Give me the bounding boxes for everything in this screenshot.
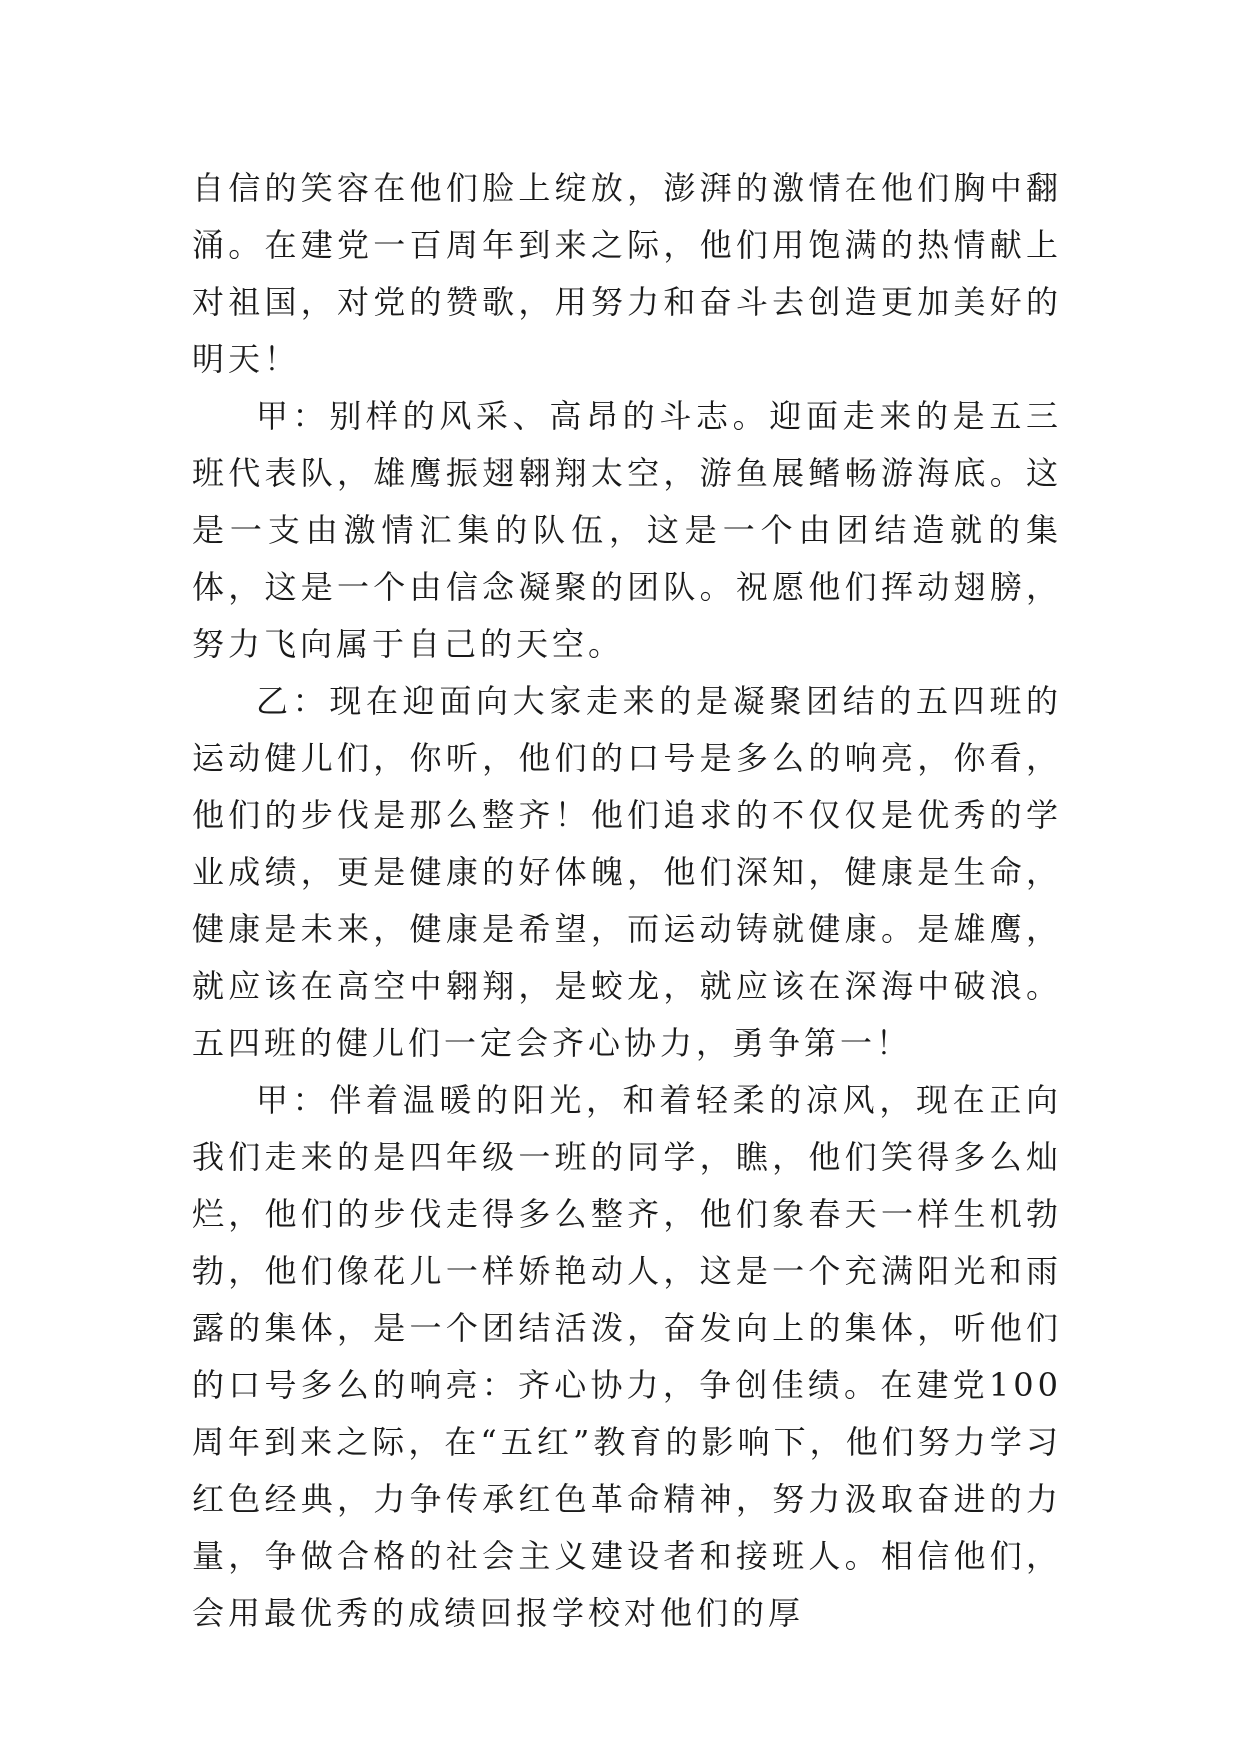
paragraph-4: 甲：伴着温暖的阳光，和着轻柔的凉风，现在正向我们走来的是四年级一班的同学，瞧，他们笑得多么灿烂，他们的步伐走得多么整齐，他们象春天一样生机勃勃，他们像花儿一样娇艳动人，这是一个充满阳光和雨露的集体，是一个团结活泼，奋发向上的集体，听他们的口号多么的响亮：齐心协力，争创佳绩。在建党100周年到来之际，在“五红”教育的影响下，他们努力学习红色经典，力争传承红色革命精神，努力汲取奋进的力量，争做合格的社会主义建设者和接班人。相信他们，会用最优秀的成绩回报学校对他们的厚: [192, 1081, 1062, 1632]
paragraph-1: 自信的笑容在他们脸上绽放，澎湃的激情在他们胸中翻涌。在建党一百周年到来之际，他们用饱满的热情献上对祖国，对党的赞歌，用努力和奋斗去创造更加美好的明天！: [192, 169, 1062, 378]
paragraph-2: 甲：别样的风采、高昂的斗志。迎面走来的是五三班代表队，雄鹰振翅翱翔太空，游鱼展鳍畅游海底。这是一支由激情汇集的队伍，这是一个由团结造就的集体，这是一个由信念凝聚的团队。祝愿他们挥动翅膀，努力飞向属于自己的天空。: [192, 397, 1062, 663]
document-body: [192, 160, 1062, 1642]
paragraph-3: 乙：现在迎面向大家走来的是凝聚团结的五四班的运动健儿们，你听，他们的口号是多么的响亮，你看，他们的步伐是那么整齐！他们追求的不仅仅是优秀的学业成绩，更是健康的好体魄，他们深知，健康是生命，健康是未来，健康是希望，而运动铸就健康。是雄鹰，就应该在高空中翱翔，是蛟龙，就应该在深海中破浪。五四班的健儿们一定会齐心协力，勇争第一！: [192, 682, 1062, 1062]
